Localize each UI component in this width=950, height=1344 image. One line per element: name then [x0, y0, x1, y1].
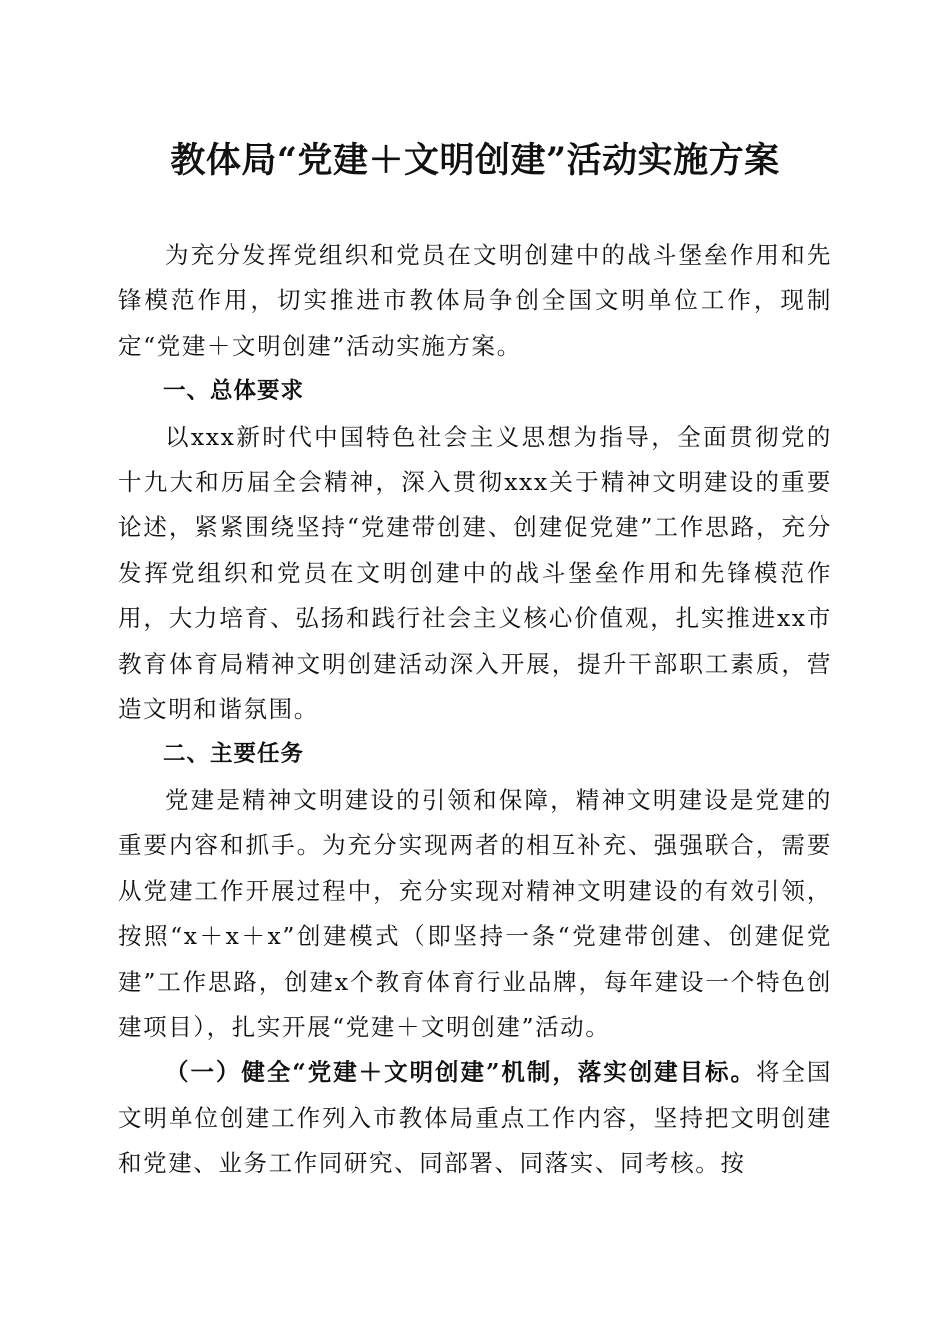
- task-item-lead: （一）健全“党建＋文明创建”机制，落实创建目标。: [165, 1058, 756, 1087]
- section-heading-general-requirements: 一、总体要求: [163, 378, 305, 405]
- intro-paragraph: 为充分发挥党组织和党员在文明创建中的战斗堡垒作用和先锋模范作用，切实推进市教体局争创全国文明单位工作，现制定“党建＋文明创建”活动实施方案。: [118, 241, 832, 360]
- main-tasks-paragraph: 党建是精神文明建设的引领和保障，精神文明建设是党建的重要内容和抓手。为充分实现两者的相互补充、强强联合，需要从党建工作开展过程中，充分实现对精神文明建设的有效引领，按照“x＋x＋x”创建模式（即坚持一条“党建带创建、创建促党建”工作思路，创建x个教育体育行业品牌，每年建设一个特色创建项目），扎实开展“党建＋文明创建”活动。: [118, 785, 832, 1041]
- task-item-paragraph: [118, 1050, 832, 1186]
- section-heading-main-tasks: 二、主要任务: [163, 741, 305, 768]
- document-title: 教体局“党建＋文明创建”活动实施方案: [170, 140, 780, 181]
- general-requirements-paragraph: 以xxx新时代中国特色社会主义思想为指导，全面贯彻党的十九大和历届全会精神，深入贯彻xxx关于精神文明建设的重要论述，紧紧围绕坚持“党建带创建、创建促党建”工作思路，充分发挥党组织和党员在文明创建中的战斗堡垒作用和先锋模范作用，大力培育、弘扬和践行社会主义核心价值观，扎实推进xx市教育体育局精神文明创建活动深入开展，提升干部职工素质，营造文明和谐氛围。: [118, 422, 832, 724]
- document-body: [118, 233, 832, 1187]
- task-item-text: 将全国文明单位创建工作列入市教体局重点工作内容，坚持把文明创建和党建、业务工作同研究、同部署、同落实、同考核。按: [118, 1058, 832, 1178]
